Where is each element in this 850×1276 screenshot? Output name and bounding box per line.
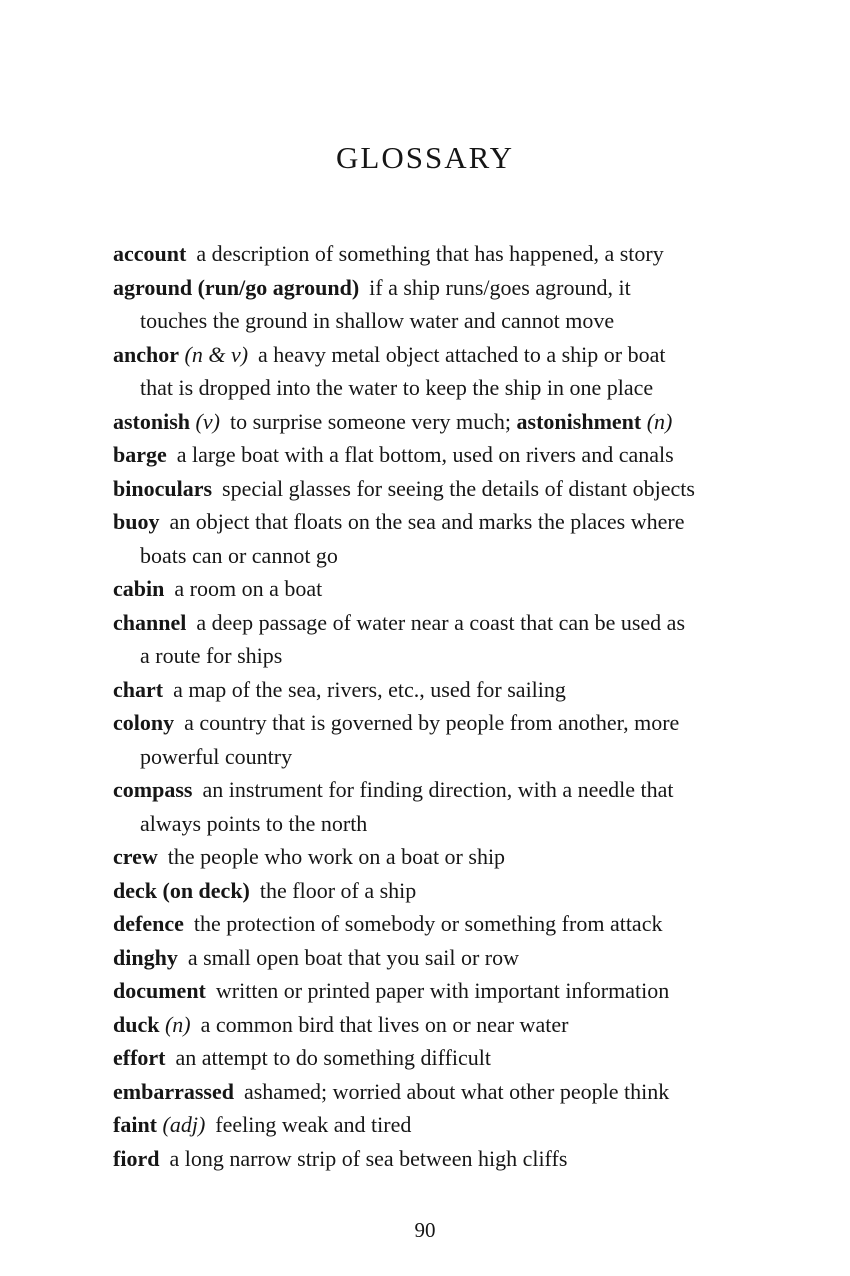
entry-term: anchor bbox=[113, 341, 179, 367]
entry-definition: a small open boat that you sail or row bbox=[187, 944, 519, 970]
glossary-entry bbox=[113, 606, 793, 673]
entry-definition: an attempt to do something difficult bbox=[175, 1045, 492, 1070]
entry-term: compass bbox=[113, 777, 193, 802]
entry-related-part-of-speech: (n) bbox=[646, 408, 673, 434]
entry-definition: a map of the sea, rivers, etc., used for sailing bbox=[173, 676, 566, 702]
glossary-entry bbox=[113, 706, 793, 773]
entry-part-of-speech: (n) bbox=[164, 1011, 191, 1037]
entry-definition: a country that is governed by people from another, more bbox=[184, 710, 680, 735]
glossary-entry bbox=[113, 1142, 793, 1176]
entry-term: embarrassed bbox=[113, 1078, 234, 1104]
entry-term: channel bbox=[113, 609, 187, 635]
entry-term: cabin bbox=[113, 576, 165, 601]
glossary-entry bbox=[113, 773, 793, 840]
glossary-entry bbox=[113, 941, 793, 975]
entry-part-of-speech: (adj) bbox=[162, 1112, 206, 1137]
entry-term: deck (on deck) bbox=[113, 877, 250, 903]
glossary-entry bbox=[113, 505, 793, 572]
glossary-entry bbox=[113, 840, 793, 874]
entry-definition: the people who work on a boat or ship bbox=[167, 844, 506, 869]
entry-term: account bbox=[113, 241, 187, 266]
entry-definition: to surprise someone very much; bbox=[229, 408, 512, 434]
entry-definition-continued: always points to the north bbox=[140, 810, 368, 836]
glossary-entry bbox=[113, 438, 793, 472]
entry-definition: a room on a boat bbox=[174, 576, 323, 601]
page-title: GLOSSARY bbox=[336, 140, 514, 175]
entry-term: dinghy bbox=[113, 944, 178, 970]
glossary-entry bbox=[113, 572, 793, 606]
entry-term: buoy bbox=[113, 509, 160, 534]
entry-definition: the protection of somebody or something from attack bbox=[193, 911, 663, 936]
entry-definition: a long narrow strip of sea between high cliffs bbox=[169, 1145, 568, 1171]
entry-definition: ashamed; worried about what other people think bbox=[243, 1078, 670, 1104]
entry-term: document bbox=[113, 978, 206, 1003]
entry-definition: a common bird that lives on or near water bbox=[200, 1011, 569, 1037]
entry-term: colony bbox=[113, 710, 175, 735]
glossary-list bbox=[113, 237, 793, 1175]
entry-definition: written or printed paper with important information bbox=[215, 978, 670, 1003]
entry-part-of-speech: (n & v) bbox=[184, 341, 249, 367]
page-number: 90 bbox=[414, 1218, 436, 1242]
entry-definition: if a ship runs/goes aground, it bbox=[369, 274, 631, 300]
glossary-entry bbox=[113, 1041, 793, 1075]
glossary-entry bbox=[113, 1108, 793, 1142]
glossary-entry bbox=[113, 405, 793, 439]
entry-definition: an instrument for finding direction, with a needle that bbox=[202, 777, 674, 802]
glossary-entry bbox=[113, 271, 793, 338]
glossary-entry bbox=[113, 974, 793, 1008]
entry-term: binoculars bbox=[113, 475, 213, 501]
entry-term: chart bbox=[113, 676, 164, 702]
entry-definition-continued: powerful country bbox=[140, 743, 293, 769]
entry-definition: a description of something that has happened, a story bbox=[196, 241, 664, 266]
entry-definition: special glasses for seeing the details of distant objects bbox=[222, 475, 695, 501]
entry-term: aground (run/go aground) bbox=[113, 274, 360, 300]
entry-term: crew bbox=[113, 844, 158, 869]
entry-definition: a large boat with a flat bottom, used on rivers and canals bbox=[176, 442, 674, 467]
entry-definition: a heavy metal object attached to a ship or boat bbox=[258, 341, 666, 367]
entry-term: barge bbox=[113, 442, 167, 467]
glossary-entry bbox=[113, 1075, 793, 1109]
entry-definition-continued: that is dropped into the water to keep the ship in one place bbox=[140, 375, 654, 400]
entry-term: astonish bbox=[113, 408, 191, 434]
glossary-entry bbox=[113, 907, 793, 941]
entry-term: fiord bbox=[113, 1145, 160, 1171]
entry-related-term: astonishment bbox=[516, 408, 642, 434]
glossary-entry bbox=[113, 237, 793, 271]
glossary-entry bbox=[113, 673, 793, 707]
entry-term: faint bbox=[113, 1112, 157, 1137]
glossary-entry bbox=[113, 1008, 793, 1042]
entry-term: duck bbox=[113, 1011, 160, 1037]
entry-definition-continued: a route for ships bbox=[140, 643, 283, 668]
entry-definition: feeling weak and tired bbox=[215, 1112, 412, 1137]
entry-part-of-speech: (v) bbox=[195, 408, 220, 434]
entry-definition: the floor of a ship bbox=[259, 877, 417, 903]
glossary-entry bbox=[113, 338, 793, 405]
glossary-entry bbox=[113, 472, 793, 506]
entry-term: effort bbox=[113, 1045, 166, 1070]
entry-definition-continued: touches the ground in shallow water and cannot move bbox=[140, 308, 615, 333]
entry-term: defence bbox=[113, 911, 184, 936]
entry-definition: an object that floats on the sea and marks the places where bbox=[169, 509, 685, 534]
entry-definition-continued: boats can or cannot go bbox=[140, 542, 338, 568]
glossary-entry bbox=[113, 874, 793, 908]
entry-definition: a deep passage of water near a coast that can be used as bbox=[196, 609, 686, 635]
